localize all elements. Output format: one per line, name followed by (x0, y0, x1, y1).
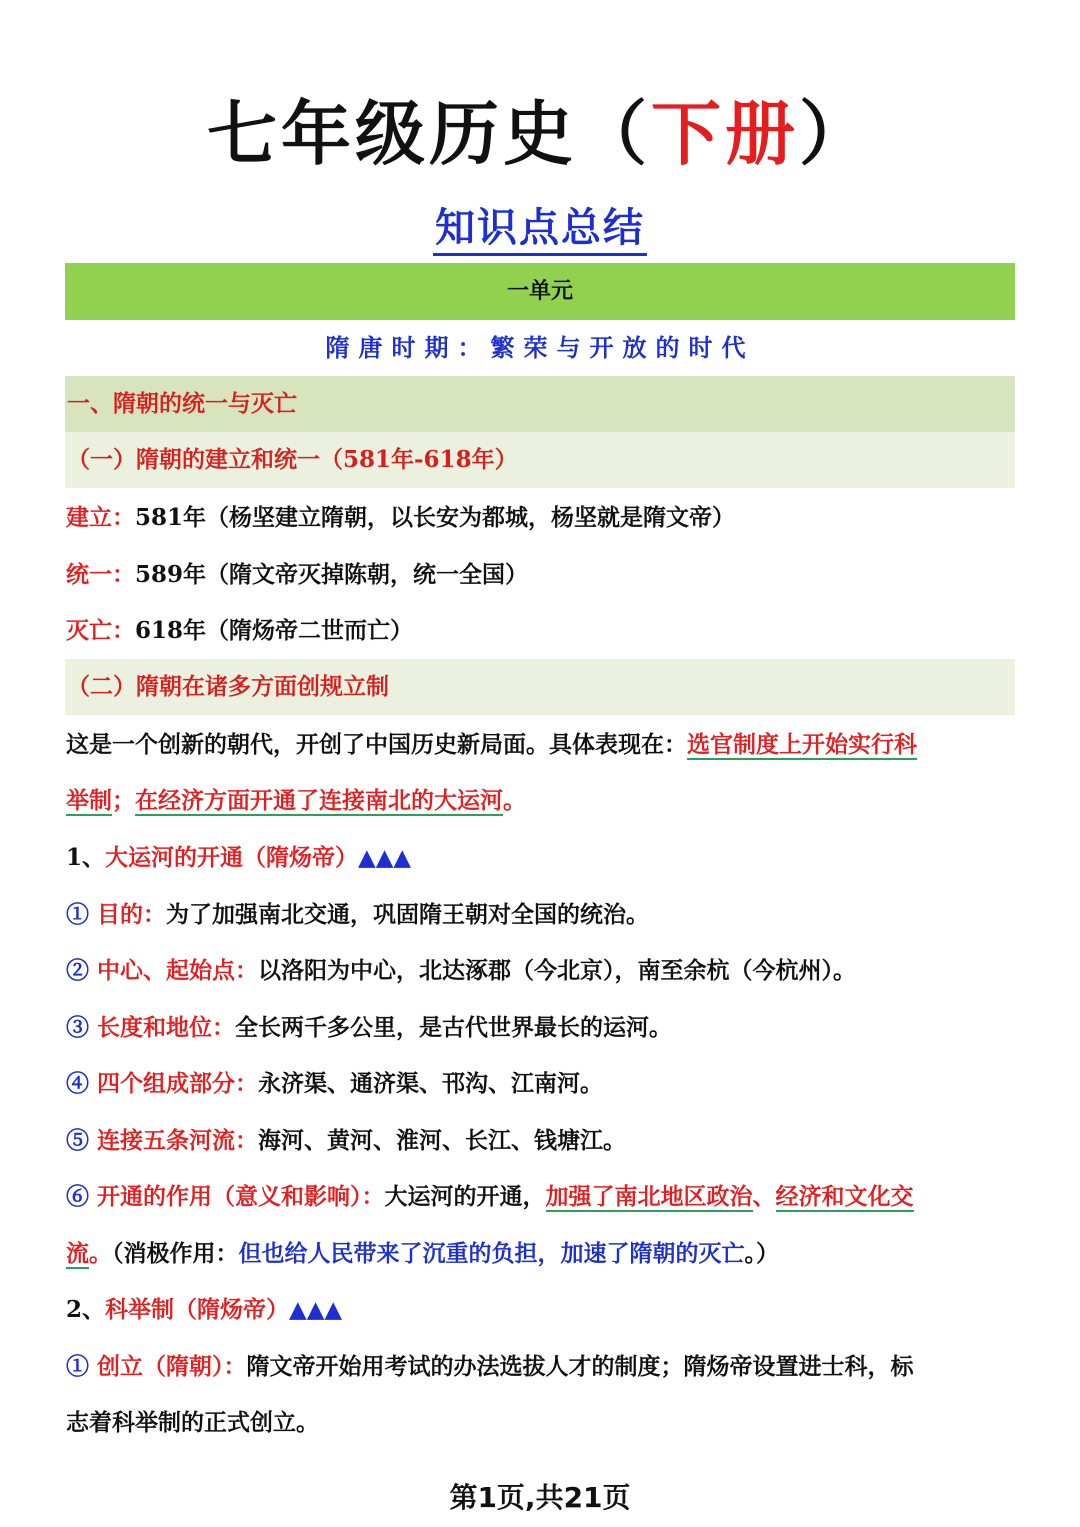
list-item: ② 中心、起始点：以洛阳为中心，北达涿郡（今北京），南至余杭（今杭州）。 (66, 957, 857, 984)
list-item-effect: ⑥ 开通的作用（意义和影响）：大运河的开通，加强了南北地区政治、经济和文化交 (66, 1183, 914, 1210)
intro-paragraph: 这是一个创新的朝代，开创了中国历史新局面。具体表现在：选官制度上开始实行科 (66, 731, 917, 758)
fact-founding: 建立：581年（杨坚建立隋朝，以长安为都城，杨坚就是隋文帝） (66, 504, 736, 531)
page-number: 第1页,共21页 (449, 1481, 631, 1514)
subsection-heading: （二）隋朝在诸多方面创规立制 (65, 659, 1015, 715)
fact-unification: 统一：589年（隋文帝灭掉陈朝，统一全国） (66, 561, 529, 588)
title-highlight: 下册 (651, 93, 799, 175)
list-item: ④ 四个组成部分：永济渠、通济渠、邗沟、江南河。 (66, 1070, 604, 1097)
intro-paragraph-cont: 举制；在经济方面开通了连接南北的大运河。 (66, 787, 526, 814)
era-heading: 隋唐时期：繁荣与开放的时代 (325, 333, 755, 362)
list-item: ⑤ 连接五条河流：海河、黄河、淮河、长江、钱塘江。 (66, 1127, 627, 1154)
importance-stars: ▲▲▲ (289, 1296, 343, 1323)
importance-stars: ▲▲▲ (358, 844, 412, 871)
list-item: ① 创立（隋朝）：隋文帝开始用考试的办法选拔人才的制度；隋炀帝设置进士科，标 (66, 1353, 914, 1380)
unit-header: 一单元 (65, 263, 1015, 320)
fact-fall: 灭亡：618年（隋炀帝二世而亡） (66, 617, 414, 644)
section-heading: 一、隋朝的统一与灭亡 (65, 376, 1015, 432)
subsection-heading: （一）隋朝的建立和统一（581年-618年） (65, 432, 1015, 488)
list-item-cont: 志着科举制的正式创立。 (66, 1409, 319, 1436)
page-title: 七年级历史（下册） (207, 93, 873, 175)
list-item-effect-cont: 流。（消极作用：但也给人民带来了沉重的负担，加速了隋朝的灭亡。） (66, 1240, 779, 1267)
list-item: ① 目的：为了加强南北交通，巩固隋王朝对全国的统治。 (66, 901, 650, 928)
topic-imperial-exam: 2、科举制（隋炀帝）▲▲▲ (66, 1296, 343, 1323)
topic-grand-canal: 1、大运河的开通（隋炀帝）▲▲▲ (66, 844, 412, 871)
list-item: ③ 长度和地位：全长两千多公里，是古代世界最长的运河。 (66, 1014, 673, 1041)
subtitle: 知识点总结 (0, 196, 1080, 253)
